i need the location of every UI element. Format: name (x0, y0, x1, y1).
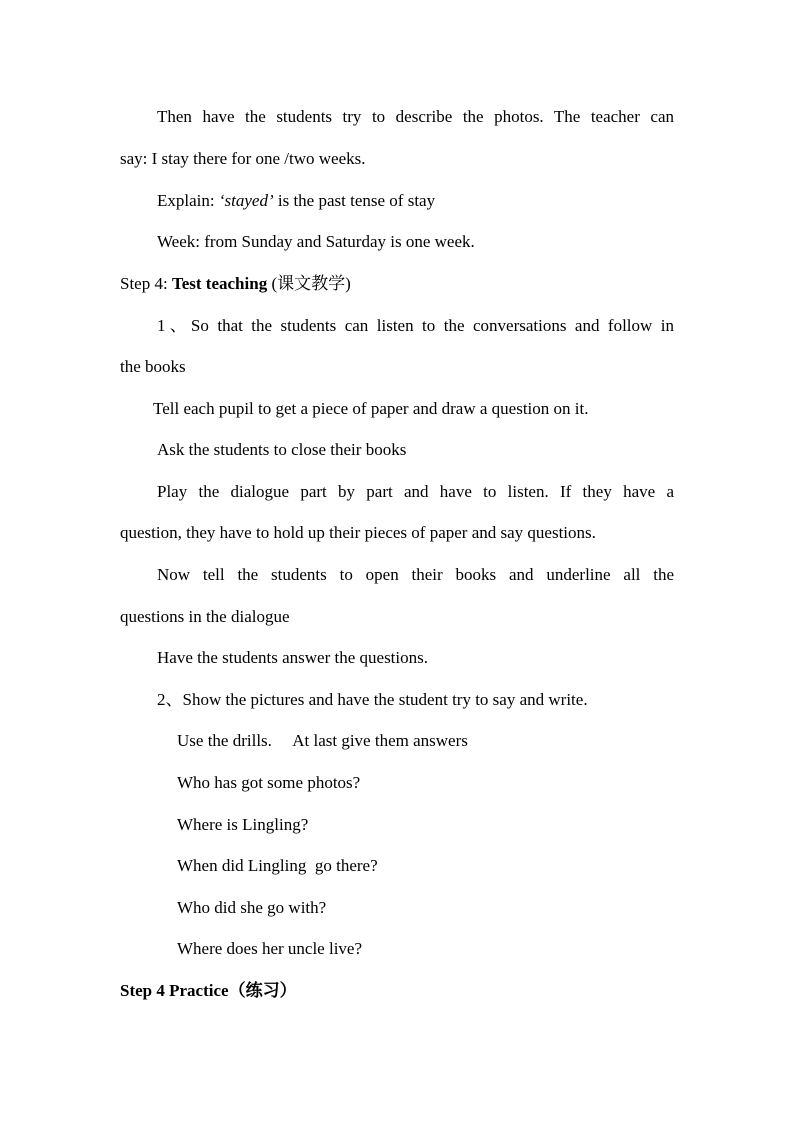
open-books-line1: Now tell the students to open their books and underline all the (157, 565, 674, 584)
open-books-line2: questions in the dialogue (120, 607, 290, 626)
step-label: Step 4: (120, 274, 172, 293)
play-dialogue-line2: question, they have to hold up their pieces of paper and say questions. (120, 523, 596, 542)
question-item: Where is Lingling? (177, 815, 309, 834)
question-item: Where does her uncle live? (177, 939, 363, 958)
explain-term: ‘stayed’ (218, 191, 274, 210)
item1-line1: 1、So that the students can listen to the conversations and follow in (157, 316, 674, 335)
ask-close-books-line: Ask the students to close their books (157, 440, 407, 459)
step-chinese: (课文教学) (267, 274, 351, 293)
answer-questions-line: Have the students answer the questions. (157, 648, 428, 667)
item2-line: 2、Show the pictures and have the student try to say and write. (157, 690, 588, 709)
week-definition-line: Week: from Sunday and Saturday is one week. (157, 232, 475, 251)
step-title: Test teaching (171, 274, 268, 293)
explain-rest: is the past tense of stay (273, 191, 436, 210)
explain-line (157, 191, 435, 211)
drills-line: Use the drills. At last give them answers (177, 731, 468, 750)
question-item: Who has got some photos? (177, 773, 361, 792)
question-item: When did Lingling go there? (177, 856, 378, 875)
step4-test-teaching-heading (120, 274, 351, 294)
question-item: Who did she go with? (177, 898, 327, 917)
item1-line2: the books (120, 357, 186, 376)
explain-label: Explain: (157, 191, 219, 210)
step4-practice-heading: Step 4 Practice（练习） (120, 981, 297, 1000)
paragraph-describe-photos-line2: say: I stay there for one /two weeks. (120, 149, 366, 168)
play-dialogue-line1: Play the dialogue part by part and have to listen. If they have a (157, 482, 674, 501)
tell-pupil-line: Tell each pupil to get a piece of paper and draw a question on it. (153, 399, 589, 418)
paragraph-describe-photos-line1: Then have the students try to describe the photos. The teacher can (157, 107, 674, 126)
